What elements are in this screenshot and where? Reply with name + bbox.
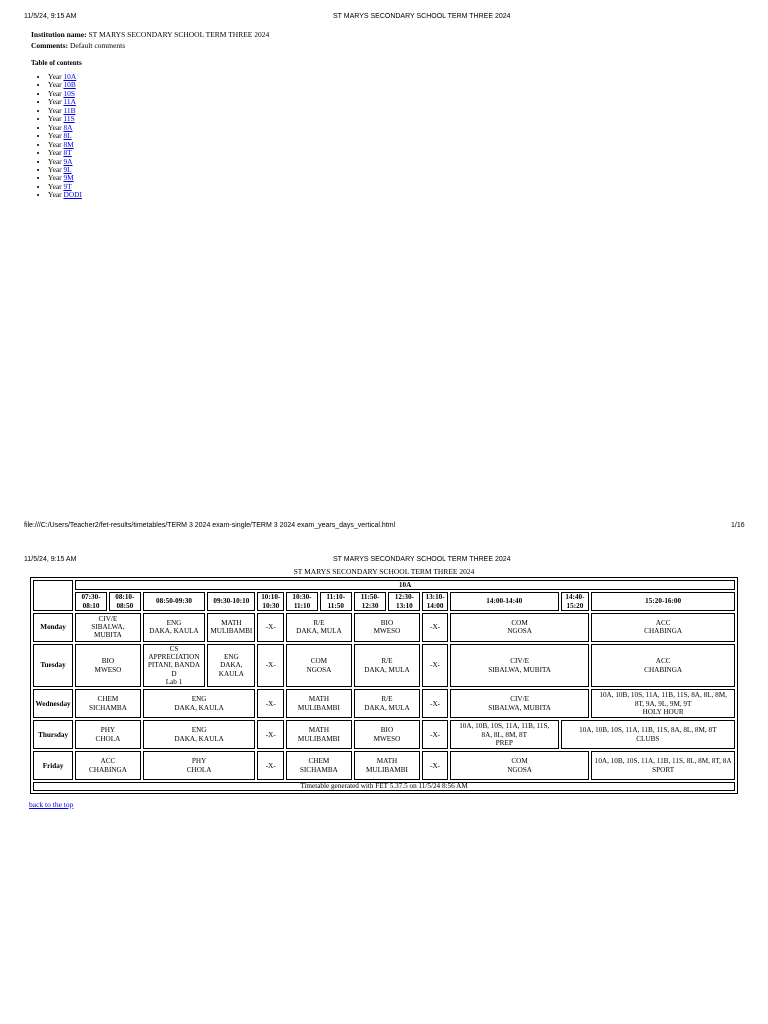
- print-date: 11/5/24, 9:15 AM: [24, 556, 77, 563]
- break-cell: [422, 689, 448, 718]
- cell-line: SICHAMBA: [299, 765, 338, 774]
- lesson-cell: [354, 720, 421, 749]
- day-label: Thursday: [33, 720, 73, 749]
- timetable: [30, 577, 738, 794]
- time-slot-header: 08:50-09:30: [143, 592, 206, 611]
- cell-line: MATH: [308, 726, 330, 735]
- day-row-wednesday: [33, 689, 735, 718]
- class-header-row: [33, 580, 735, 590]
- cell-line: D: [171, 669, 177, 678]
- time-slot-header: 10:30-11:10: [286, 592, 318, 611]
- cell-line: DAKA, KAULA: [174, 734, 224, 743]
- break-cell: [257, 720, 284, 749]
- lesson-cell: [75, 689, 141, 718]
- cell-line: PREP: [495, 738, 513, 747]
- lesson-cell: [591, 644, 735, 687]
- cell-line: MWESO: [94, 665, 122, 674]
- day-row-thursday: [33, 720, 735, 749]
- toc-link-11s[interactable]: 11S: [63, 114, 75, 124]
- toc-link-11a[interactable]: 11A: [63, 97, 76, 107]
- toc-list: [37, 73, 82, 200]
- time-slot-header: 07:30-08:10: [75, 592, 107, 611]
- toc-link-8a[interactable]: 8A: [63, 122, 73, 132]
- lesson-cell: [75, 751, 141, 780]
- lesson-cell: [286, 613, 352, 642]
- lesson-cell: [143, 689, 256, 718]
- lesson-cell: [143, 751, 256, 780]
- lesson-cell: [75, 613, 141, 642]
- cell-line: -X-: [265, 761, 276, 770]
- cell-line: MATH: [376, 757, 398, 766]
- cell-line: -X-: [430, 623, 441, 632]
- back-to-top-link[interactable]: back to the top: [29, 800, 74, 809]
- timetable-generated-note: Timetable generated with FET 5.37.5 on 11/5/24 8:56 AM: [33, 782, 735, 791]
- lesson-cell: [450, 689, 589, 718]
- toc-item-prefix: Year: [48, 72, 62, 81]
- cell-line: DAKA, MULA: [364, 703, 410, 712]
- cell-line: PHY: [100, 726, 116, 735]
- cell-line: CLUBS: [636, 734, 660, 743]
- toc-item: [48, 191, 82, 199]
- toc-item-prefix: Year: [48, 164, 62, 174]
- cell-line: MWESO: [373, 734, 401, 743]
- toc-link-11b[interactable]: 11B: [63, 105, 76, 115]
- cell-line: ACC: [655, 619, 671, 628]
- toc-item-prefix: Year: [48, 173, 62, 183]
- cell-line: MATH: [308, 695, 330, 704]
- cell-line: MUBITA: [94, 631, 122, 640]
- institution-value: ST MARYS SECONDARY SCHOOL TERM THREE 2024: [88, 30, 270, 39]
- lesson-cell: [354, 613, 421, 642]
- time-slot-header: 15:20-16:00: [591, 592, 735, 611]
- cell-line: MULIBAMBI: [297, 703, 340, 712]
- cell-line: COM: [310, 657, 328, 666]
- cell-line: SIBALWA,: [91, 623, 125, 632]
- lesson-cell: [143, 644, 206, 687]
- cell-line: NGOSA: [306, 665, 332, 674]
- toc-item-prefix: Year: [48, 148, 62, 158]
- comments-value: Default comments: [69, 41, 126, 50]
- toc-item-prefix: Year: [48, 131, 62, 141]
- lesson-cell: [286, 644, 352, 687]
- cell-line: DAKA,: [220, 661, 243, 670]
- activity-cell: [450, 720, 559, 749]
- lesson-cell: [286, 751, 352, 780]
- toc-item-prefix: Year: [48, 190, 62, 200]
- break-cell: [257, 644, 284, 687]
- day-label: Monday: [33, 613, 73, 642]
- day-row-friday: [33, 751, 735, 780]
- lesson-cell: [143, 613, 206, 642]
- cell-line: CHEM: [308, 757, 330, 766]
- cell-line: NGOSA: [507, 627, 532, 636]
- cell-line: CHABINGA: [644, 665, 683, 674]
- toc-link-10a[interactable]: 10A: [63, 72, 77, 81]
- activity-cell: [561, 720, 735, 749]
- cell-line: PHY: [191, 757, 207, 766]
- toc-item-prefix: Year: [48, 80, 62, 90]
- toc-link-9l[interactable]: 9L: [63, 164, 72, 174]
- print-date: 11/5/24, 9:15 AM: [24, 13, 77, 20]
- time-slot-header: 09:30-10:10: [207, 592, 255, 611]
- print-page-number: 1/16: [731, 522, 745, 529]
- lesson-cell: [354, 689, 421, 718]
- timetable-caption: ST MARYS SECONDARY SCHOOL TERM THREE 2024: [293, 567, 475, 576]
- lesson-cell: [75, 720, 141, 749]
- lesson-cell: [75, 644, 141, 687]
- cell-line: -X-: [265, 730, 276, 739]
- lesson-cell: [450, 644, 589, 687]
- cell-line: CHABINGA: [644, 627, 683, 636]
- lesson-cell: [143, 720, 256, 749]
- cell-line: CHEM: [97, 695, 119, 704]
- break-cell: [422, 751, 448, 780]
- time-slot-header: 13:10-14:00: [422, 592, 448, 611]
- cell-line: 10A, 10B, 10S, 11A, 11B, 11S, 8L, 8M, 8T, 8A: [594, 757, 732, 766]
- timetable-footer-row: [33, 782, 735, 791]
- cell-line: BIO: [380, 619, 394, 628]
- toc-link-10b[interactable]: 10B: [63, 80, 76, 90]
- break-cell: [257, 689, 284, 718]
- cell-line: MWESO: [373, 627, 401, 636]
- cell-line: COM: [511, 619, 528, 628]
- day-row-tuesday: [33, 644, 735, 687]
- toc-item-prefix: Year: [48, 105, 62, 115]
- cell-line: R/E: [381, 657, 393, 666]
- cell-line: CS: [169, 644, 179, 653]
- cell-line: CIV/E: [510, 695, 529, 704]
- print-title: ST MARYS SECONDARY SCHOOL TERM THREE 2024: [333, 556, 511, 563]
- time-slot-header: 11:10-11:50: [320, 592, 352, 611]
- cell-line: CHABINGA: [88, 765, 127, 774]
- cell-line: R/E: [381, 695, 393, 704]
- corner-cell: [33, 580, 73, 611]
- cell-line: MATH: [221, 619, 242, 628]
- time-slot-header: 12:30-13:10: [388, 592, 420, 611]
- cell-line: PITANI, BANDA: [147, 661, 201, 670]
- cell-line: SIBALWA, MUBITA: [488, 703, 551, 712]
- comments-line: [31, 41, 125, 50]
- toc-link-9a[interactable]: 9A: [63, 156, 73, 166]
- lesson-cell: [207, 644, 255, 687]
- cell-line: R/E: [313, 619, 325, 628]
- toc-link-8t[interactable]: 8T: [63, 148, 72, 158]
- cell-line: Lab 1: [165, 677, 183, 686]
- lesson-cell: [450, 613, 589, 642]
- break-cell: [257, 751, 284, 780]
- cell-line: ACC: [100, 757, 116, 766]
- lesson-cell: [354, 644, 421, 687]
- cell-line: BIO: [380, 726, 394, 735]
- break-cell: [257, 613, 284, 642]
- cell-line: 10A, 10B, 10S, 11A, 11B, 11S,: [459, 722, 550, 731]
- activity-cell: [591, 689, 735, 718]
- cell-line: -X-: [430, 730, 441, 739]
- cell-line: DAKA, KAULA: [174, 703, 224, 712]
- cell-line: SPORT: [652, 765, 675, 774]
- cell-line: -X-: [265, 623, 276, 632]
- cell-line: ACC: [655, 657, 671, 666]
- cell-line: ENG: [166, 619, 182, 628]
- toc-link-10s[interactable]: 10S: [63, 88, 75, 98]
- cell-line: KAULA: [218, 669, 244, 678]
- lesson-cell: [286, 720, 352, 749]
- toc-link-8l[interactable]: 8L: [63, 131, 72, 141]
- comments-label: Comments:: [31, 41, 69, 50]
- institution-line: [31, 30, 269, 39]
- cell-line: CIV/E: [98, 614, 118, 623]
- cell-line: -X-: [430, 699, 441, 708]
- day-label: Tuesday: [33, 644, 73, 687]
- cell-line: 8T, 9A, 9L, 9M, 9T: [634, 699, 692, 708]
- cell-line: -X-: [265, 661, 276, 670]
- toc-link-9m[interactable]: 9M: [63, 173, 74, 183]
- break-cell: [422, 720, 448, 749]
- cell-line: APPRECIATION: [148, 653, 200, 662]
- print-title: ST MARYS SECONDARY SCHOOL TERM THREE 2024: [333, 13, 511, 20]
- cell-line: BIO: [101, 657, 115, 666]
- toc-item-prefix: Year: [48, 181, 62, 191]
- toc-link-9t[interactable]: 9T: [63, 181, 72, 191]
- toc-item-prefix: Year: [48, 114, 62, 124]
- cell-line: 8A, 8L, 8M, 8T: [481, 730, 527, 739]
- toc-item-prefix: Year: [48, 88, 62, 98]
- toc-item-prefix: Year: [48, 139, 62, 149]
- cell-line: ENG: [223, 653, 239, 662]
- toc-link-8m[interactable]: 8M: [63, 139, 74, 149]
- cell-line: CIV/E: [510, 657, 529, 666]
- cell-line: ENG: [191, 695, 207, 704]
- time-header-row: [33, 592, 735, 611]
- cell-line: MULIBAMBI: [210, 627, 253, 636]
- cell-line: DAKA, KAULA: [149, 627, 199, 636]
- cell-line: CHOLA: [95, 734, 121, 743]
- institution-label: Institution name:: [31, 30, 87, 39]
- time-slot-header: 14:40-15:20: [561, 592, 590, 611]
- time-slot-header: 08:10-08:50: [109, 592, 141, 611]
- time-slot-header: 14:00-14:40: [450, 592, 559, 611]
- lesson-cell: [354, 751, 421, 780]
- cell-line: -X-: [430, 661, 441, 670]
- cell-line: -X-: [265, 699, 276, 708]
- day-label: Wednesday: [33, 689, 73, 718]
- toc-item-prefix: Year: [48, 122, 62, 132]
- cell-line: 10A, 10B, 10S, 11A, 11B, 11S, 8A, 8L, 8M, 8T: [579, 726, 717, 735]
- day-row-monday: [33, 613, 735, 642]
- time-slot-header: 10:10-10:30: [257, 592, 284, 611]
- lesson-cell: [591, 613, 735, 642]
- lesson-cell: [207, 613, 255, 642]
- lesson-cell: [450, 751, 589, 780]
- cell-line: DAKA, MULA: [364, 665, 410, 674]
- toc-heading: Table of contents: [31, 59, 82, 67]
- lesson-cell: [286, 689, 352, 718]
- cell-line: MULIBAMBI: [297, 734, 340, 743]
- cell-line: SIBALWA, MUBITA: [488, 665, 551, 674]
- class-name: 10A: [75, 580, 735, 590]
- cell-line: MULIBAMBI: [366, 765, 408, 774]
- cell-line: -X-: [430, 761, 441, 770]
- day-label: Friday: [33, 751, 73, 780]
- cell-line: DAKA, MULA: [296, 627, 342, 636]
- cell-line: 10A, 10B, 10S, 11A, 11B, 11S, 8A, 8L, 8M,: [599, 691, 727, 700]
- cell-line: NGOSA: [507, 765, 532, 774]
- cell-line: SICHAMBA: [88, 703, 127, 712]
- cell-line: HOLY HOUR: [642, 707, 684, 716]
- break-cell: [422, 613, 448, 642]
- activity-cell: [591, 751, 735, 780]
- cell-line: COM: [511, 757, 528, 766]
- time-slot-header: 11:50-12:30: [354, 592, 387, 611]
- cell-line: ENG: [191, 726, 207, 735]
- break-cell: [422, 644, 448, 687]
- cell-line: CHOLA: [186, 765, 212, 774]
- toc-link-dodi[interactable]: DODI: [63, 190, 82, 200]
- toc-item-prefix: Year: [48, 97, 62, 107]
- print-file-path: file:///C:/Users/Teacher2/fet-results/timetables/TERM 3 2024 exam-single/TERM 3 2024 exam_years_days_vertical.html: [24, 522, 396, 529]
- toc-item-prefix: Year: [48, 156, 62, 166]
